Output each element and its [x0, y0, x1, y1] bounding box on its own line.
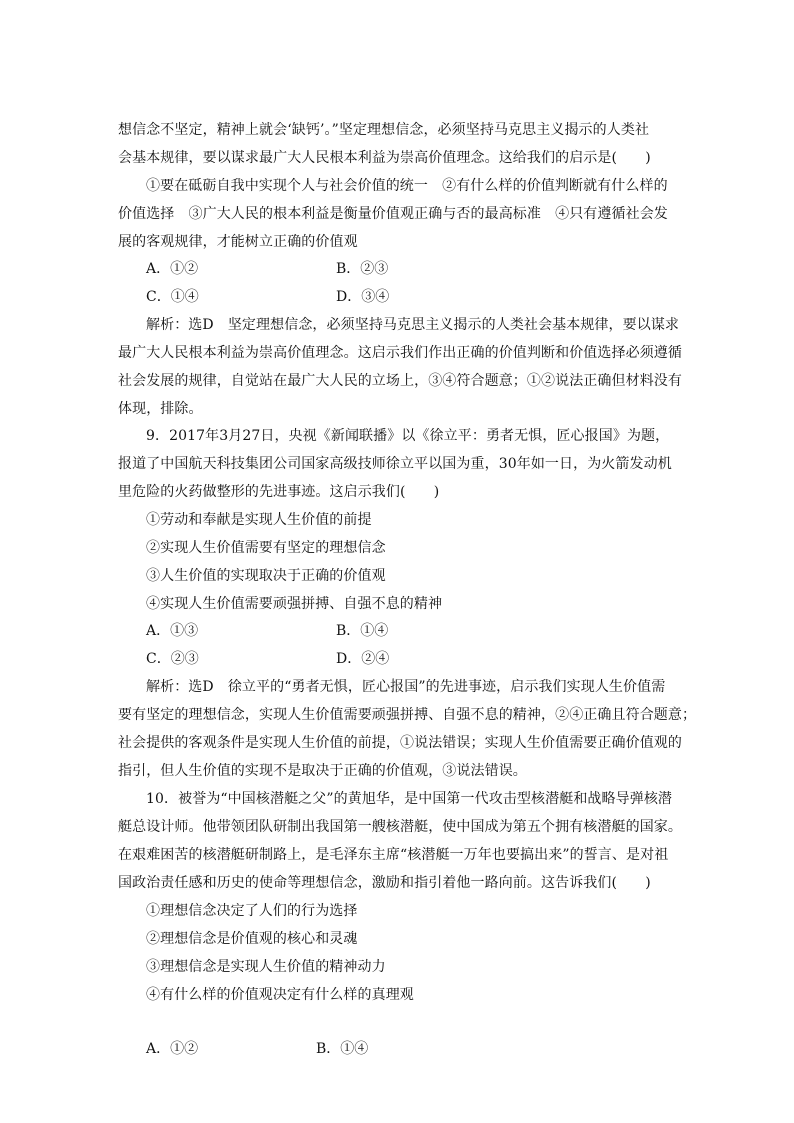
q8-analysis-line: 最广大人民根本利益为崇高价值理念。这启示我们作出正确的价值判断和价值选择必须遵循	[118, 345, 682, 361]
q8-option-a: A．①②	[146, 261, 199, 277]
q9-statement: ②实现人生价值需要有坚定的理想信念	[146, 540, 386, 556]
q10-statement: ④有什么样的价值观决定有什么样的真理观	[146, 987, 414, 1003]
q10-stem-line: 国政治责任感和历史的使命等理想信念，激励和指引着他一路向前。这告诉我们( )	[118, 875, 651, 891]
q8-analysis-line: 体现，排除。	[118, 401, 203, 417]
q8-statements-line: 展的客观规律，才能树立正确的价值观	[118, 234, 358, 250]
q10-option-b: B．①④	[316, 1041, 369, 1057]
q10-statement: ②理想信念是价值观的核心和灵魂	[146, 931, 358, 947]
q8-option-b: B．②③	[336, 261, 389, 277]
q8-option-d: D．③④	[336, 289, 390, 305]
q8-statements-line: ①要在砥砺自我中实现个人与社会价值的统一 ②有什么样的价值判断就有什么样的	[146, 178, 668, 194]
q9-analysis-line: 指引，但人生价值的实现不是取决于正确的价值观，③说法错误。	[118, 763, 527, 779]
q9-analysis-line: 要有坚定的理想信念，实现人生价值需要顽强拼搏、自强不息的精神，②④正确且符合题意；	[118, 707, 697, 723]
q9-statement: ④实现人生价值需要顽强拼搏、自强不息的精神	[146, 596, 443, 612]
q10-statement: ①理想信念决定了人们的行为选择	[146, 903, 358, 919]
q9-analysis-line: 解析：选D 徐立平的“勇者无惧，匠心报国”的先进事迹，启示我们实现人生价值需	[146, 679, 666, 695]
q10-statement: ③理想信念是实现人生价值的精神动力	[146, 959, 386, 975]
q8-statements-line: 价值选择 ③广大人民的根本利益是衡量价值观正确与否的最高标准 ④只有遵循社会发	[118, 206, 668, 222]
q8-option-c: C．①④	[146, 289, 199, 305]
q9-option-d: D．②④	[336, 651, 390, 667]
q10-stem-line: 10．被誉为“中国核潜艇之父”的黄旭华，是中国第一代攻击型核潜艇和战略导弹核潜	[146, 791, 673, 807]
q9-stem-line: 报道了中国航天科技集团公司国家高级技师徐立平以国为重，30年如一日，为火箭发动机	[118, 456, 672, 472]
q9-statement: ③人生价值的实现取决于正确的价值观	[146, 568, 386, 584]
q8-stem-line: 想信念不坚定，精神上就会‘缺钙’。”坚定理想信念，必须坚持马克思主义揭示的人类社	[118, 122, 650, 138]
q8-analysis-line: 社会发展的规律，自觉站在最广大人民的立场上，③④符合题意；①②说法正确但材料没有	[118, 373, 682, 389]
q8-analysis-line: 解析：选D 坚定理想信念，必须坚持马克思主义揭示的人类社会基本规律，要以谋求	[146, 317, 680, 333]
q10-stem-line: 艇总设计师。他带领团队研制出我国第一艘核潜艇，使中国成为第五个拥有核潜艇的国家。	[118, 819, 682, 835]
q9-option-a: A．①③	[146, 623, 199, 639]
q9-option-b: B．①④	[336, 623, 389, 639]
q10-option-a: A．①②	[146, 1041, 199, 1057]
q9-analysis-line: 社会提供的客观条件是实现人生价值的前提，①说法错误；实现人生价值需要正确价值观的	[118, 735, 682, 751]
q9-statement: ①劳动和奉献是实现人生价值的前提	[146, 512, 372, 528]
q9-stem-line: 里危险的火药做整形的先进事迹。这启示我们( )	[118, 484, 440, 500]
q9-option-c: C．②③	[146, 651, 199, 667]
q9-stem-line: 9．2017年3月27日，央视《新闻联播》以《徐立平：勇者无惧，匠心报国》为题，	[146, 428, 670, 444]
q10-stem-line: 在艰难困苦的核潜艇研制路上，是毛泽东主席“核潜艇一万年也要搞出来”的誓言、是对祖	[118, 847, 669, 863]
q8-stem-line: 会基本规律，要以谋求最广大人民根本利益为崇高价值理念。这给我们的启示是( )	[118, 150, 651, 166]
